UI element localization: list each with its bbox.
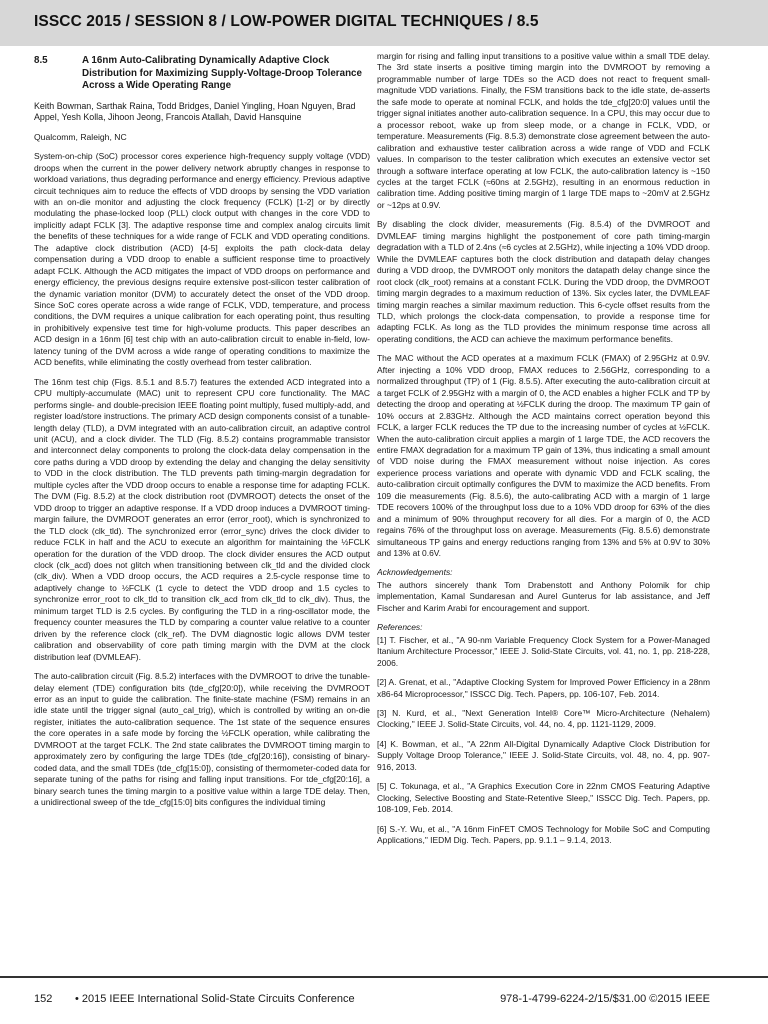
footer-divider [0,976,768,978]
left-column [34,55,370,817]
reference-item: [6] S.-Y. Wu, et al., "A 16nm FinFET CMOS Technology for Mobile SoC and Computing Applications," IEDM Dig. Tech. Papers, pp. 9.1.1 – 9.1.4, 2013. [377,823,710,846]
body-paragraph: The MAC without the ACD operates at a maximum FCLK (FMAX) of 2.95GHz at 0.9V. After injecting a 10% VDD droop, FMAX reduces to 2.56GHz, corresponding to a normalized throughput (TP) of 1 (Fig. 8.5.5). After executing the auto-calibration circuit at a target FCLK of 2.95GHz with a margin of 0, the ACD enables a higher FCLK and TP by detecting the droop and operating at ½FCLK during the droop. The maximum TP gain of 10% occurs at 2.83GHz. Although the ACD maintains correct operation beyond this FCLK, a larger FCLK reduces the TP due to the increasing number of cycles at ½FCLK. When the auto-calibration circuit applies a margin of 1 large TDE, the ACD recovers the entire FMAX degradation for a maximum TP gain of 13%, thus indicating a small amount of VDD noise during the FMAX measurement without noise injection. As cores experience process variations and operate with dynamic VDD and FCLK scaling, the auto-calibration circuit optimally configures the DVM to maximize the ACD benefits. From 109 die measurements (Fig. 8.5.6), the auto-calibrating ACD with a margin of 1 large TDE recovers 100% of the throughput loss due to a 10% VDD droop for 63% of the dies and a minimum of 90% throughput recovery for all dies. For a margin of 0, the ACD regains 76% of the throughput loss on average. Measurements (Fig. 8.5.6) demonstrate simultaneous TP gains and energy reductions ranging from 13% and 5% at 0.9V to 30% and 13% at 0.6V. [377,353,710,559]
paper-title-block [34,55,370,93]
page-footer [0,976,768,1024]
paper-number: 8.5 [34,55,48,66]
paper-authors: Keith Bowman, Sarthak Raina, Todd Bridges, Daniel Yingling, Hoan Nguyen, Brad Appel, Yesh Kolla, Jihoon Jeong, Francois Atallah, David Hansquine [34,100,356,123]
right-column [377,51,710,855]
session-title: ISSCC 2015 / SESSION 8 / LOW-POWER DIGITAL TECHNIQUES / 8.5 [34,13,539,30]
copyright-notice: 978-1-4799-6224-2/15/$31.00 ©2015 IEEE [500,993,710,1005]
page-number: 152 [34,993,53,1005]
reference-item: [4] K. Bowman, et al., "A 22nm All-Digital Dynamically Adaptive Clock Distribution for Supply Voltage Droop Tolerance," IEEE J. Solid-State Circuits, vol. 48, no. 4, pp. 907-916, 2013. [377,738,710,772]
references-heading: References: [377,622,423,633]
paper-title: A 16nm Auto-Calibrating Dynamically Adaptive Clock Distribution for Maximizing Supply-Voltage-Droop Tolerance Across a Wide Operating Range [82,55,362,91]
reference-item: [3] N. Kurd, et al., "Next Generation Intel® Core™ Micro-Architecture (Nehalem) Clocking," IEEE J. Solid-State Circuits, vol. 44, no. 4, pp. 1121-1129, 2009. [377,708,710,730]
reference-item: [1] T. Fischer, et al., "A 90-nm Variable Frequency Clock System for a Power-Managed Itanium Architecture Processor," IEEE J. Solid-State Circuits, vol. 41, no. 1, pp. 218-228, 2006. [377,634,710,668]
acknowledgements-text: The authors sincerely thank Tom Drabenstott and Anthony Polomik for chip implementation, Kamal Sundaresan and Aurel Gunterus for lab assistance, and Jeff Fischer and Karim Arabi for encouragement and support. [377,579,710,613]
paper-affiliation: Qualcomm, Raleigh, NC [34,131,127,142]
page-header [0,0,768,46]
conference-name: • 2015 IEEE International Solid-State Circuits Conference [75,993,355,1005]
body-paragraph: System-on-chip (SoC) processor cores experience high-frequency supply voltage (VDD) droops when the current in the power delivery network abruptly changes in response to workload variations, thus degrading performance and energy efficiency. Previous adaptive circuit techniques aim to reduce the effects of VDD droops by sensing the VDD variation with an on-die monitor and adjusting the clock frequency (FCLK) [1-2] or by directly modulating the phase-locked loop (PLL) clock output with changes in the core VDD to implicitly adapt FCLK [3]. The adaptive response time and complex analog circuits limit the benefits of these techniques for a wide range of FCLK and VDD operating conditions. The adaptive clock distribution (ACD) [4-5] exploits the path clock-data delay compensation during a VDD droop to enable a sufficient response time to proactively adapt FCLK. Although the ACD mitigates the impact of VDD droops on performance and energy efficiency, the previous designs require extensive post-silicon tester calibration of the dynamic variation monitor (DVM) to accurately detect the onset of the VDD droop. Since SoC cores operate across a wide range of FCLK, VDD, temperature, and process conditions, the DVM requires a unique calibration for each operating point, thus resulting in prohibitively expensive test time for high-volume products. This paper describes an ACD design in a 16nm [6] test chip with an auto-calibration circuit to enable in-field, low-latency tuning of the DVM across a wide range of operating conditions to maximize the ACD benefits, while eliminating the costly overhead from tester calibration. [34,151,370,368]
reference-item: [5] C. Tokunaga, et al., "A Graphics Execution Core in 22nm CMOS Featuring Adaptive Clocking, Selective Boosting and State-Retentive Sleep," ISSCC Dig. Tech. Papers, pp. 108-109, Feb. 2014. [377,781,710,815]
reference-item: [2] A. Grenat, et al., "Adaptive Clocking System for Improved Power Efficiency in a 28nm x86-64 Microprocessor," ISSCC Dig. Tech. Papers, pp. 106-107, Feb. 2014. [377,677,710,699]
acknowledgements-heading: Acknowledgements: [377,567,453,578]
body-paragraph: The auto-calibration circuit (Fig. 8.5.2) interfaces with the DVMROOT to drive the tunable-delay element (TDE) configuration bits (tde_cfg[20:0]), while receiving the DVMROOT error as an input to guide the calibration. The finite-state machine (FSM) remains in an idle state until the trigger signal (auto_cal_trig), which is controlled by writing an on-die register, initiates the auto-calibration sequence. The 1st state of the sequence ensures the core operates in a safe mode by forcing the ½FCLK operation, while calibrating the DVMROOT at the target FCLK. The 2nd state calibrates the DVMROOT timing margin to approximately zero by configuring the large TDEs (tde_cfg[20:16]), consisting of binary-coded data, and the small TDEs (tde_cfg[15:0]), consisting of thermometer-coded data for separate tuning of the paths for rising and falling input transitions. For tde_cfg[20:16], a binary search tunes the timing margin to a positive value within a large TDE delay. Then, a unidirectional sweep of the tde_cfg[15:0] bits configures the individual timing [34,671,370,808]
body-paragraph: The 16nm test chip (Figs. 8.5.1 and 8.5.7) features the extended ACD integrated into a CPU multiply-accumulate (MAC) unit to represent CPU core functionality. The MAC performs single- and double-precision IEEE floating point multiply, fused multiply-add, and register load/store instructions. The primary ACD design components consist of a tunable-length delay (TLD), a DVM integrated with an auto-calibration circuit, an adaptive control unit (ACU), and a clock divider. The TLD (Fig. 8.5.2) contains programmable transistor and interconnect delay components to prolong the clock-data delay compensation in the core paths during a VDD droop by extending the delay and changing the delay sensitivity to VDD in the clock distribution. The TLD prevents path timing-margin degradation for multiple cycles after the VDD droop occurs to enable a response time for adapting FCLK. The DVM (Fig. 8.5.2) at the clock distribution root (DVMROOT) detects the onset of the VDD droop to trigger an adaptive response. If a VDD droop induces a DVMROOT timing-margin failure, the DVMROOT generates an error (error_root), which is synchronized to the TLD clock (clk_tld). The synchronized error (error_sync) drives the clock divider to reduce FCLK in half and the ACU to execute an algorithm for maintaining the ½FCLK operation for the duration of the VDD droop. The clock divider ensures the ACD output clock (clk_acd) does not glitch when transitioning between clk_tld and the divided clock (clk_div). When a VDD droop occurs, the ACD requires a 2.5-cycle response time to adaptively change to ½FCLK (1 cycle to detect the VDD droop and 1.5 cycles to synchronize error_root to clk_tld to transition clk_acd from clk_tld to clk_div). Thus, the minimum target TLD is 2.5 cycles. By configuring the TLD in a ring-oscillator mode, the frequency counter measures the TLD by comparing a counter value relative to a counter driven by the reference clock (clk_ref). The DVM diagnostic logic allows DVM tester calibration and observability of core path timing margin with the DVM at the clock distribution leaf (DVMLEAF). [34,376,370,662]
body-paragraph: margin for rising and falling input transitions to a positive value within a small TDE delay. The 3rd state inserts a positive timing margin into the DVMROOT by removing a programmable number of large TDEs so the ACD does not react to frequent small-magnitude VDD variations. Finally, the FSM transitions back to the idle state, de-asserts the safe mode to operate at nominal FCLK, and holds the tde_cfg[20:0] values until the trigger signal initiates another auto-calibration sequence. In a CPU, this may occur due to a processor reboot, wake up from sleep mode, or a change in FCLK, VDD, or temperature. Measurements (Fig. 8.5.3) demonstrate close agreement between the auto-calibration and exhaustive tester calibration across a wide range of VDD and FCLK values. In comparison to the tester calibration which executes an extensive vector set through a software interface operating at low FCLK, the auto-calibration latency is ~150 cycles at the target FCLK (≈60ns at 2.5GHz), resulting in an enormous reduction in calibration time. Adding positive timing margin of 1 large TDE maps to ~20mV at 2.5GHz or ~12ps at 0.9V. [377,51,710,210]
body-paragraph: By disabling the clock divider, measurements (Fig. 8.5.4) of the DVMROOT and DVMLEAF timing margins highlight the postponement of core path timing-margin degradation with a TLD of 2.4ns (≈6 cycles at 2.5GHz), while injecting a 10% VDD droop. While the DVMLEAF captures both the clock distribution and datapath delay changes during a VDD droop, the DVMROOT only monitors the datapath delay change since the root clock (clk_root) remains at a constant FCLK. During the VDD droop, the DVMROOT timing margin degrades to a maximum reduction of 13%. Six cycles later, the DVMLEAF timing margin reaches a similar maximum reduction. This 6-cycle offset results from the TLD, which prolongs the clock-data compensation, to provide a response time for adapting FCLK. As long as the TLD provides the minimum response time across all operating conditions, the ACD can achieve the maximum performance benefits. [377,219,710,344]
